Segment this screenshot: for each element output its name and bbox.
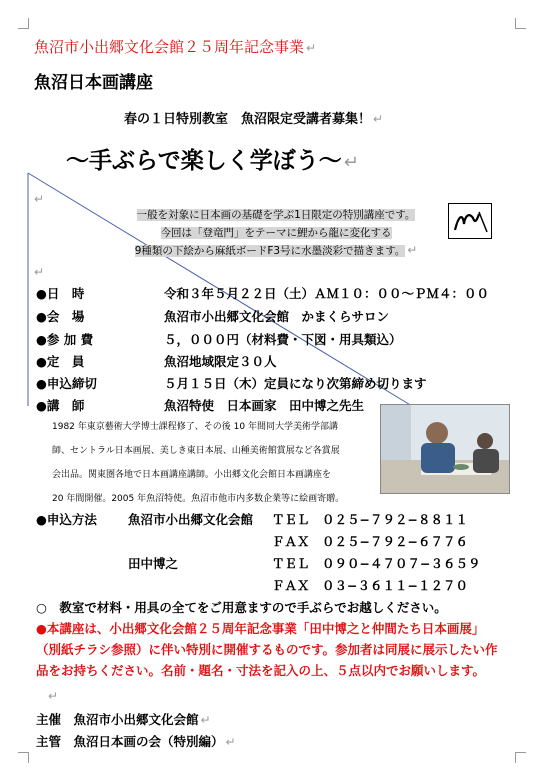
bio-line: 師、セントラル日本画展、美しき東日本展、山種美術館賞展など各賞展 [52, 446, 340, 456]
subtitle: 春の１日特別教室 魚沼限定受講者募集！ ↵ [124, 112, 384, 127]
intro-line: 今回は「登竜門」をテーマに鯉から龍に変化する [160, 226, 392, 239]
red-note-line: （別紙チラシ参照）に伴い特別に開催するものです。参加者は同展に展示したい作 [36, 642, 498, 657]
tel-number-1: ０２５−７９２−８８１１ [322, 512, 468, 527]
red-note [36, 618, 498, 681]
tel-label: ＴＥＬ [272, 512, 310, 527]
red-note-line: 品をお持ちください。名前・題名・寸法を記入の上、５点以内でお願いします。 [36, 663, 486, 678]
detail-row-instructor: ●講 師 魚沼特使 日本画家 田中博之先生 [36, 398, 365, 413]
host-line: 主催 魚沼市小出郷文化会館 ↵ [36, 712, 211, 727]
course-title: 魚沼日本画講座 [34, 73, 153, 93]
detail-row-venue: ●会 場 魚沼市小出郷文化会館 かまくらサロン [36, 309, 390, 324]
contact-org-2: 田中博之 [128, 556, 179, 571]
intro-line: 9種類の下絵から麻紙ボードF3号に水墨淡彩で描きます。 [134, 245, 406, 257]
event-series-title: 魚沼市小出郷文化会館２５周年記念事業 ↵ [34, 38, 317, 56]
intro-text: 一般を対象に日本画の基礎を学ぶ1日限定の特別講座です。 今回は「登竜門」をテーマに鯉から龍に変化する 9種類の下絵から麻紙ボードF3号に水墨淡彩で描きます。 ↵ [134, 209, 418, 257]
detail-row-capacity: ●定 員 魚沼地域限定３０人 [36, 354, 277, 369]
fax-number-2: ０３−３６１１−１２７０ [322, 578, 468, 593]
instructor-photo [380, 404, 510, 494]
contact-label: ●申込方法 [36, 512, 97, 527]
detail-row-deadline: ●申込締切 ５月１５日（木）定員になり次第締め切ります [36, 376, 427, 391]
catchphrase-heading: 〜手ぶらで楽しく学ぼう〜 ↵ [66, 148, 359, 174]
paragraph-mark: ↵ [34, 265, 45, 279]
paragraph-mark: ↵ [48, 689, 59, 703]
ink-brush-logo-icon [448, 203, 492, 239]
tel-number-2: ０９０−４７０７−３６５９ [322, 556, 481, 571]
red-note-line: ●本講座は、小出郷文化会館２５周年記念事業「田中博之と仲間たち日本画展」 [36, 621, 485, 636]
paragraph-mark: ↵ [34, 192, 45, 206]
bio-line: 20 年間開催。2005 年魚沼特使。魚沼市他市内多数企業等に絵画寄贈。 [52, 494, 345, 504]
fax-label: ＦＡＸ [272, 534, 310, 549]
fax-label: ＦＡＸ [272, 578, 310, 593]
fax-number-1: ０２５−７９２−６７７６ [322, 534, 468, 549]
tel-label: ＴＥＬ [272, 556, 310, 571]
detail-row-datetime: ●日 時 令和３年５月２２日（土）ＡＭ１０：００〜ＰＭ４：００ [36, 286, 490, 301]
intro-line: 一般を対象に日本画の基礎を学ぶ1日限定の特別講座です。 [136, 209, 416, 221]
bio-line: 1982 年東京藝術大学博士課程修了、その後 10 年間同大学美術学部講 [52, 422, 338, 432]
circle-note: ○ 教室で材料・用具の全てをご用意ますので手ぶらでお越しください。 [36, 600, 447, 615]
organizer-line: 主管 魚沼日本画の会（特別編） ↵ [36, 734, 236, 749]
bio-line: 会出品。関東圏各地で日本画講座講師。小出郷文化会館日本画講座を [52, 470, 332, 480]
detail-row-fee: ●参 加 費 ５，０００円（材料費・下図・用具類込） [36, 332, 402, 347]
contact-org-1: 魚沼市小出郷文化会館 [128, 512, 254, 527]
